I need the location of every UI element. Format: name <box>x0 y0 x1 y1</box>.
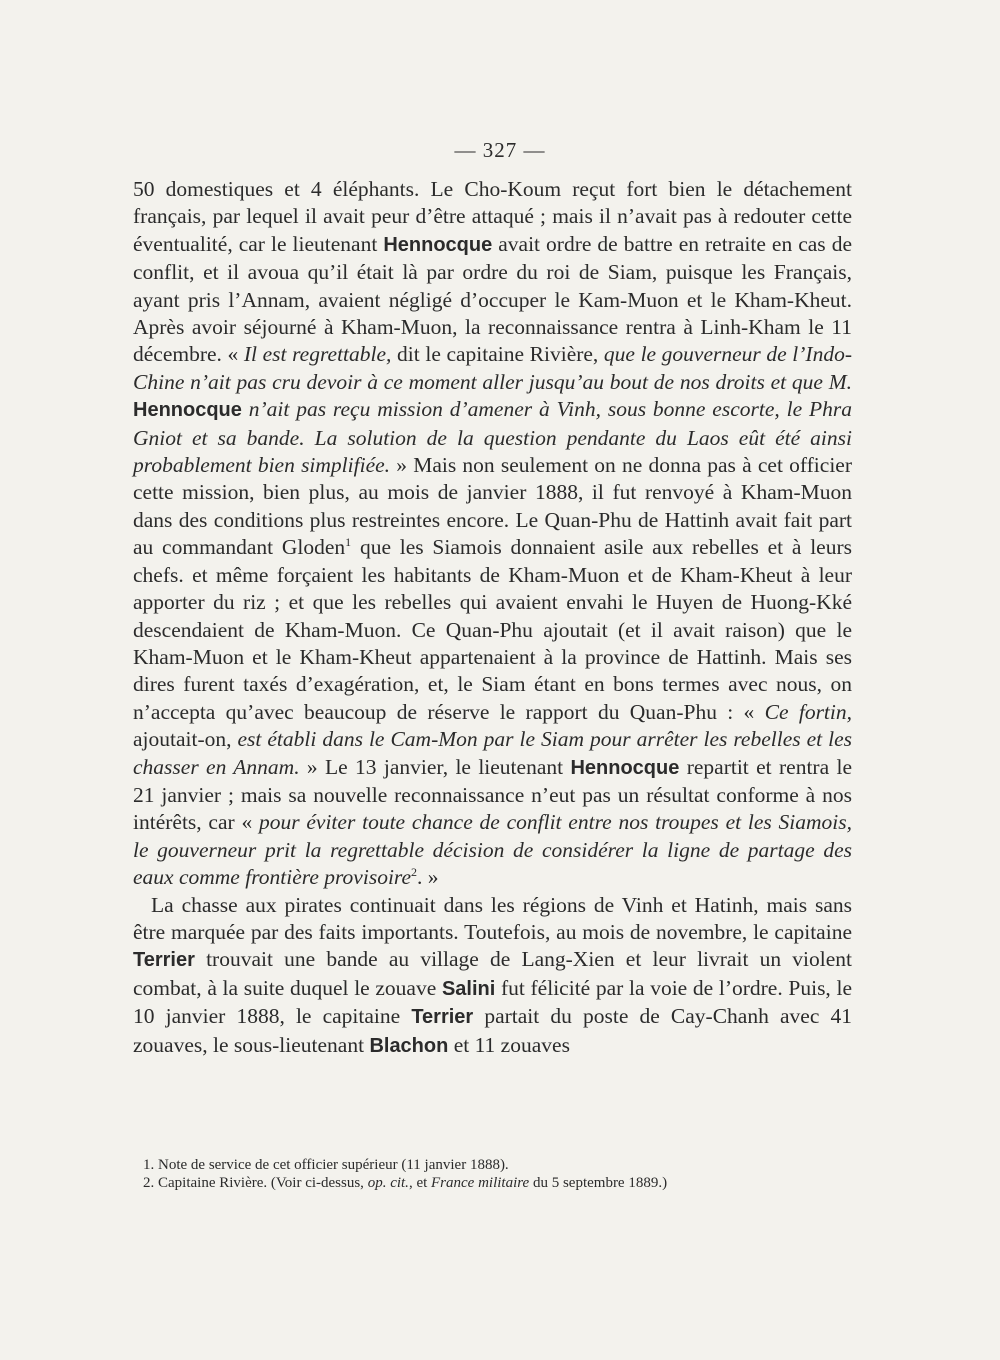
italic-ref: France militaire <box>431 1175 530 1191</box>
paragraph-2 <box>133 892 852 1060</box>
text-run: repartit et rentra le 21 janvier ; mais sa nouvelle reconnaissance n’eut pas un résultat conforme à nos intérêts, car « <box>133 754 852 835</box>
text-run: 50 domestiques et 4 éléphants. Le Cho-Koum reçut fort bien le détachement français, par lequel il avait peur d’être attaqué ; mais il n’avait pas à redouter cette éventualité, car le lieutenant <box>133 177 852 256</box>
text-run: » Le 13 janvier, le lieutenant <box>299 754 571 779</box>
text-run: du 5 septembre 1889.) <box>529 1175 668 1191</box>
italic-quote: Il est regrettable, <box>243 342 392 367</box>
text-run: trouvait une bande au village de Lang-Xien et leur livrait un violent combat, à la suite duquel le zouave <box>133 947 852 1000</box>
italic-ref: op. cit. <box>367 1175 409 1191</box>
text-run: . » <box>417 865 439 890</box>
person-name: Salini <box>441 977 496 1000</box>
text-run: ajoutait-on, <box>133 727 238 752</box>
italic-quote: est établi dans le Cam-Mon par le Siam pour arrêter les rebelles et les chasser en Annam. <box>133 727 853 779</box>
text-run: , et <box>408 1175 432 1191</box>
footnote-2 <box>143 1174 843 1192</box>
italic-quote: Ce fortin, <box>764 699 853 724</box>
text-run: et 11 zouaves <box>448 1032 570 1057</box>
text-run: 2. Capitaine Rivière. (Voir ci-dessus, <box>143 1175 368 1191</box>
person-name: Blachon <box>369 1034 449 1057</box>
text-run: » Mais non seulement on ne donna pas à cet officier cette mission, bien plus, au mois de janvier 1888, il fut renvoyé à Kham-Muon dans des conditions plus restreintes encore. Le Quan-Phu de Hattinh avait fait part au commandant Gloden <box>133 453 852 560</box>
footnotes <box>143 1156 843 1192</box>
footnote-1: 1. Note de service de cet officier supérieur (11 janvier 1888). <box>143 1157 509 1173</box>
text-run: avait ordre de battre en retraite en cas de conflit, et il avoua qu’il était là par ordre du roi de Siam, puisque les Français, ayant pris l’Annam, avaient négligé d’occuper le Kam-Muon et le Kham-Kheut. Après avoir séjourné à Kham-Muon, la reconnaissance rentra à Linh-Kham le 11 décembre. « <box>133 231 852 367</box>
person-name: Hennocque <box>570 756 680 779</box>
person-name: Terrier <box>133 949 195 972</box>
page-number: — 327 — <box>454 138 546 162</box>
italic-quote: pour éviter toute chance de conflit entre nos troupes et les Siamois, le gouverneur prit la regrettable décision de considérer la ligne de partage des eaux comme frontière provisoire <box>133 810 852 890</box>
footnote-ref-1: 1 <box>345 535 352 550</box>
person-name: Hennocque <box>133 399 242 422</box>
text-run: fut félicité par la voie de l’ordre. Puis, le 10 janvier 1888, le capitaine <box>133 975 852 1029</box>
footnote-ref-2: 2 <box>411 865 418 879</box>
italic-quote: que le gouverneur de l’Indo-Chine n’ait pas cru devoir à ce moment aller jusqu’au bout de nos droits et que M. <box>133 342 853 394</box>
main-text <box>133 176 852 1060</box>
text-run: partait du poste de Cay-Chanh avec 41 zouaves, le sous-lieutenant <box>133 1004 852 1057</box>
text-run: La chasse aux pirates continuait dans les régions de Vinh et Hatinh, mais sans être marquée par des faits importants. Toutefois, au mois de novembre, le capitaine <box>133 892 852 944</box>
italic-quote: n’ait pas reçu mission d’amener à Vinh, sous bonne escorte, le Phra Gniot et sa bande. La solution de la question pendante du Laos eût été ainsi probablement bien simplifiée. <box>133 397 852 478</box>
person-name: Hennocque <box>383 233 493 256</box>
paragraph-1 <box>133 176 852 892</box>
person-name: Terrier <box>411 1006 474 1029</box>
text-run: dit le capitaine Rivière, <box>391 342 604 367</box>
text-run: que les Siamois donnaient asile aux rebelles et à leurs chefs. et même forçaient les habitants de Kham-Muon et de Kham-Kheut à leur apporter du riz ; et que les rebelles qui avaient envahi le Huyen de Huong-Kké descendaient de Kham-Muon. Ce Quan-Phu ajoutait (et il avait raison) que le Kham-Muon et le Kham-Kheut appartenaient à la province de Hattinh. Mais ses dires furent taxés d’exagération, et, le Siam étant en bons termes avec nous, on n’accepta qu’avec beaucoup de réserve le rapport du Quan-Phu : « <box>133 535 852 724</box>
